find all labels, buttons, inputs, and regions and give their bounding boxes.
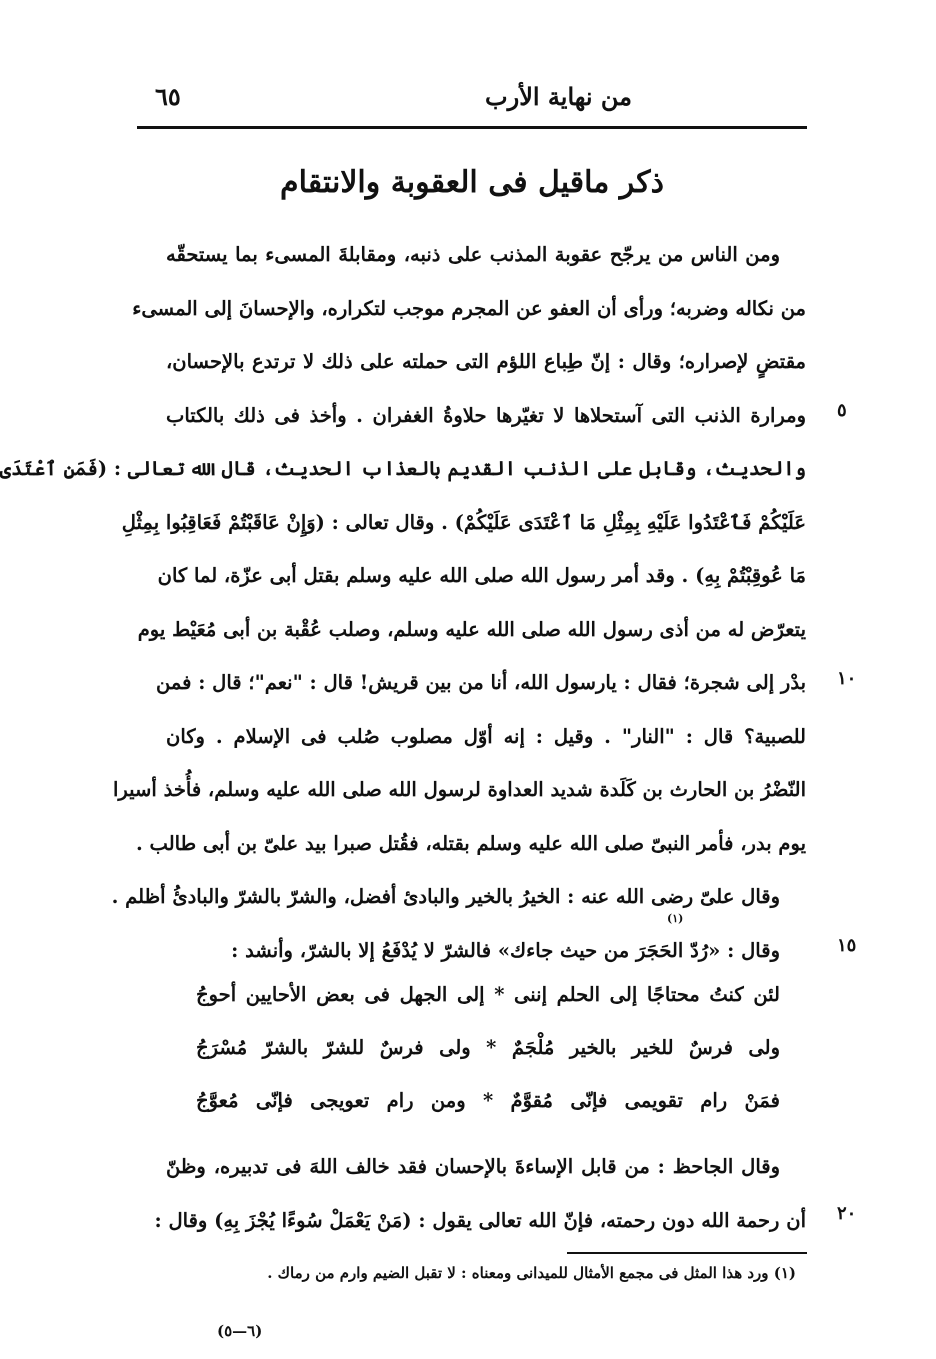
text-line: يتعرّض له من أذى رسول الله صلى الله عليه وسلم، وصلب عُقْبة بن أبى مُعَيْط يوم: [137, 617, 806, 641]
text-line: والحديث، وقابل على الذنب القديم بالعذاب الحديث، قال الله تعالى : (فَمَنِ ٱعْتَدَى: [0, 457, 806, 480]
footnote: (١) ورد هذا المثل فى مجمع الأمثال للميدانى ومعناه : لا تقبل الضيم وارم من رماك .: [267, 1264, 796, 1282]
text-line: النّضْرُ بن الحارث بن كَلَدة شديد العداوة لرسول الله صلى الله عليه وسلم، فأُخذ أسيرا: [112, 778, 806, 801]
after-poem-text: [154, 1140, 806, 1247]
main-text: [0, 228, 806, 977]
text-line: وقال علىّ رضى الله عنه : الخيرُ بالخير والبادئ أفضل، والشرّ بالشرّ والبادئُ أظلم .: [111, 885, 780, 908]
text-line: وقال : «رُدّ الحَجَرَ من حيث جاءك» فالشرّ لا يُدْفَعُ إلا بالشرّ، وأنشد :: [231, 938, 780, 962]
text-line: يوم بدر، فأمر النبىّ صلى الله عليه وسلم بقتله، فقُتل صبرا بيد علىّ بن أبى طالب .: [135, 831, 806, 855]
poem-verse: فمَنْ رام تقويمى فإنّى مُقوَّمٌ * ومن رام تعويجى فإنّى مُعوَّجُ: [196, 1089, 780, 1112]
poem: [166, 968, 806, 1127]
running-title: من نهاية الأرب: [485, 82, 632, 111]
text-line: مقتضٍ لإصراره؛ وقال : إنّ طِباع اللؤم التى حملته على ذلك لا ترتدع بالإحسان،: [166, 350, 806, 373]
line-number: ٥: [837, 400, 847, 421]
signature-mark: (٦—٥): [217, 1322, 263, 1340]
text-line: وقال الجاحظ : من قابل الإساءةَ بالإحسان فقد خالف اللهَ فى تدبيره، وظنّ: [166, 1155, 780, 1178]
line-number: ١٥: [837, 935, 857, 956]
section-title: ذكر ماقيل فى العقوبة والانتقام: [280, 165, 664, 200]
line-number: ١٠: [837, 668, 857, 689]
text-line: أن رحمة الله دون رحمته، فإنّ الله تعالى يقول : (مَنْ يَعْمَلْ سُوءًا يُجْزَ بِهِ) وقال :: [154, 1208, 806, 1232]
text-line: للصبية؟ قال : "النار" . وقيل : إنه أوّل مصلوب صُلب فى الإسلام . وكان: [166, 724, 806, 748]
running-head: [137, 82, 807, 122]
text-line: مَا عُوقِبْتُمْ بِهِ) . وقد أمر رسول الله صلى الله عليه وسلم بقتل أبى عزّة، لما كان: [157, 564, 806, 587]
text-line: بدْر إلى شجرة؛ فقال : يارسول الله، أنا من بين قريش! قال : "نعم"؛ قال : فمن: [155, 671, 806, 694]
footnote-rule: [567, 1252, 807, 1254]
header-rule: [137, 126, 807, 129]
text-line: عَلَيْكُمْ فَٱعْتَدُوا عَلَيْهِ بِمِثْلِ مَا ٱعْتَدَى عَلَيْكُمْ) . وقال تعالى : (وَإِنْ عَاقَبْتُمْ فَعَاقِبُوا بِمِثْلِ: [121, 510, 806, 534]
page-number: ٦٥: [155, 82, 181, 111]
poem-verse: لئن كنتُ محتاجًا إلى الحلم إننى * إلى الجهل فى بعض الأحايين أحوجُ: [196, 983, 780, 1006]
text-line: من نكاله وضربه؛ ورأى أن العفو عن المجرم موجب لتكراره، والإحسانَ إلى المسىء: [132, 296, 806, 320]
poem-verse: ولى فرسٌ للخير بالخير مُلْجَمٌ * ولى فرسٌ للشرّ بالشرّ مُسْرَجُ: [196, 1036, 780, 1059]
text-line: ومرارة الذنب التى آستحلاها لا تغيّرها حلاوةُ الغفران . وأخذ فى ذلك بالكتاب: [166, 403, 806, 427]
line-number: ٢٠: [837, 1203, 857, 1224]
text-line: ومن الناس من يرجّح عقوبة المذنب على ذنبه، ومقابلةَ المسىء بما يستحقّه: [166, 243, 780, 266]
footnote-marker: (١): [667, 912, 684, 925]
